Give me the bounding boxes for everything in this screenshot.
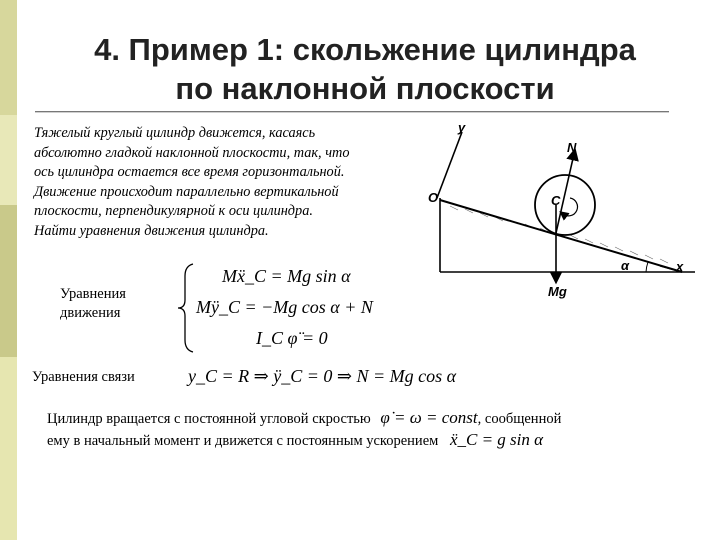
- acceleration-equation: ẍ_C = g sin α: [449, 430, 544, 449]
- label-Mg: Mg: [548, 284, 567, 299]
- system-brace: [176, 262, 196, 354]
- motion-label-line-1: Уравнения: [60, 286, 126, 302]
- rotation-arrow: [563, 198, 577, 216]
- problem-line: Найти уравнения движения цилиндра.: [34, 222, 269, 239]
- problem-line: Тяжелый круглый цилиндр движется, касаясь: [34, 125, 316, 141]
- label-y: y: [458, 120, 466, 135]
- motion-label-line-2: движения: [60, 305, 121, 321]
- label-alpha: α: [621, 258, 630, 273]
- slide-title: [20, 30, 710, 108]
- problem-line: ось цилиндра остается все время горизонтальной.: [34, 164, 345, 180]
- problem-line: абсолютно гладкой наклонной плоскости, так, что: [34, 144, 350, 161]
- slide-sidebar: [0, 0, 17, 540]
- title-line-2: по наклонной плоскости: [175, 71, 555, 106]
- alpha-arc: [646, 262, 648, 272]
- sidebar-block: [0, 357, 17, 540]
- omega-const-equation: φ̇ = ω = const: [380, 408, 478, 427]
- label-O: O: [428, 190, 439, 205]
- y-axis: [437, 132, 462, 198]
- conclusion-text-2: ему в начальный момент и движется с постоянным ускорением: [47, 433, 439, 449]
- cylinder: [535, 175, 595, 235]
- problem-line: Движение происходит параллельно вертикальной: [34, 183, 339, 200]
- problem-statement: [34, 124, 434, 241]
- conclusion-text-1-end: , сообщенной: [477, 411, 562, 427]
- constraint-equation-chain: y_C = R ⇒ ÿ_C = 0 ⇒ N = Mg cos α: [188, 366, 457, 386]
- inclined-plane-figure: [420, 118, 710, 308]
- equation-x-motion: Mẍ_C = Mg sin α: [222, 266, 351, 286]
- sidebar-block: [0, 205, 17, 357]
- problem-line: плоскости, перпендикулярной к оси цилиндра.: [34, 203, 313, 219]
- title-divider: [35, 111, 669, 113]
- sidebar-block: [0, 115, 17, 205]
- label-C: C: [551, 193, 561, 208]
- equation-rotation: I_C φ̈ = 0: [256, 328, 328, 348]
- constraint-equations-label: Уравнения связи: [32, 369, 135, 385]
- conclusion-line-1: [47, 408, 561, 429]
- label-x: x: [676, 259, 684, 274]
- conclusion-text-1: Цилиндр вращается с постоянной угловой скростью: [47, 411, 371, 427]
- conclusion-line-2: [47, 430, 543, 451]
- equation-y-motion: Mÿ_C = −Mg cos α + N: [196, 297, 373, 317]
- label-N: N: [567, 140, 577, 155]
- sidebar-block: [0, 0, 17, 115]
- title-line-1: 4. Пример 1: скольжение цилиндра: [94, 32, 636, 67]
- motion-equations-label: [60, 285, 126, 323]
